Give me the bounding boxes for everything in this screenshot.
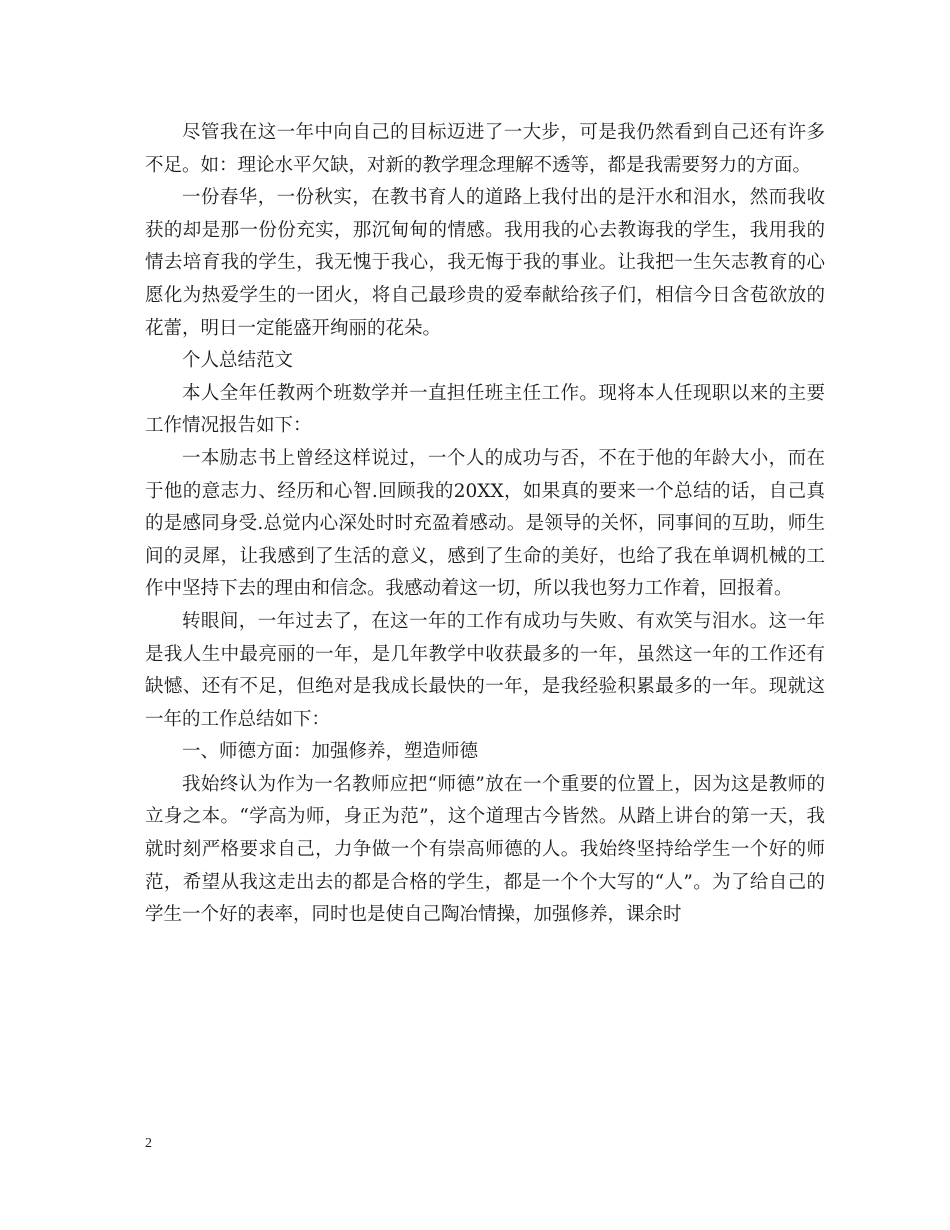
- heading-teacher-ethics: 一、师德方面：加强修养，塑造师德: [182, 741, 479, 763]
- paragraph-year-review: 转眼间，一年过去了，在这一年的工作有成功与失败、有欢笑与泪水。这一年是我人生中最亮丽的一年，是几年教学中收获最多的一年，虽然这一年的工作还有缺憾、还有不足，但绝对是我成长最快的一年，是我经验积累最多的一年。现就这一年的工作总结如下：: [145, 610, 825, 730]
- document-body: [145, 117, 825, 932]
- paragraph-teaching-role: 本人全年任教两个班数学并一直担任班主任工作。现将本人任现职以来的主要工作情况报告如下：: [145, 382, 825, 437]
- paragraph-teacher-ethics: 我始终认为作为一名教师应把“师德”放在一个重要的位置上，因为这是教师的立身之本。“学高为师，身正为范”，这个道理古今皆然。从踏上讲台的第一天，我就时刻严格要求自己，力争做一个有崇高师德的人。我始终坚持给学生一个好的师范，希望从我这走出去的都是合格的学生，都是一个个大写的“人”。为了给自己的学生一个好的表率，同时也是使自己陶冶情操，加强修养，课余时: [145, 773, 825, 926]
- paragraph-self-reflection: 尽管我在这一年中向自己的目标迈进了一大步，可是我仍然看到自己还有许多不足。如：理论水平欠缺，对新的教学理念理解不透等，都是我需要努力的方面。: [145, 122, 825, 176]
- section-title-personal-summary: 个人总结范文: [182, 350, 294, 372]
- paragraph-spring-autumn: 一份春华，一份秋实，在教书育人的道路上我付出的是汗水和泪水，然而我收获的却是那一份份充实，那沉甸甸的情感。我用我的心去教诲我的学生，我用我的情去培育我的学生，我无愧于我心，我无悔于我的事业。让我把一生矢志教育的心愿化为热爱学生的一团火，将自己最珍贵的爱奉献给孩子们，相信今日含苞欲放的花蕾，明日一定能盛开绚丽的花朵。: [145, 187, 825, 339]
- paragraph-inspiration: 一本励志书上曾经这样说过，一个人的成功与否，不在于他的年龄大小，而在于他的意志力、经历和心智.回顾我的20XX，如果真的要来一个总结的话，自己真的是感同身受.总觉内心深处时时充盈着感动。是领导的关怀，同事间的互助，师生间的灵犀，让我感到了生活的意义，感到了生命的美好，也给了我在单调机械的工作中坚持下去的理由和信念。我感动着这一切，所以我也努力工作着，回报着。: [145, 447, 825, 600]
- page-number: 2: [145, 1136, 152, 1151]
